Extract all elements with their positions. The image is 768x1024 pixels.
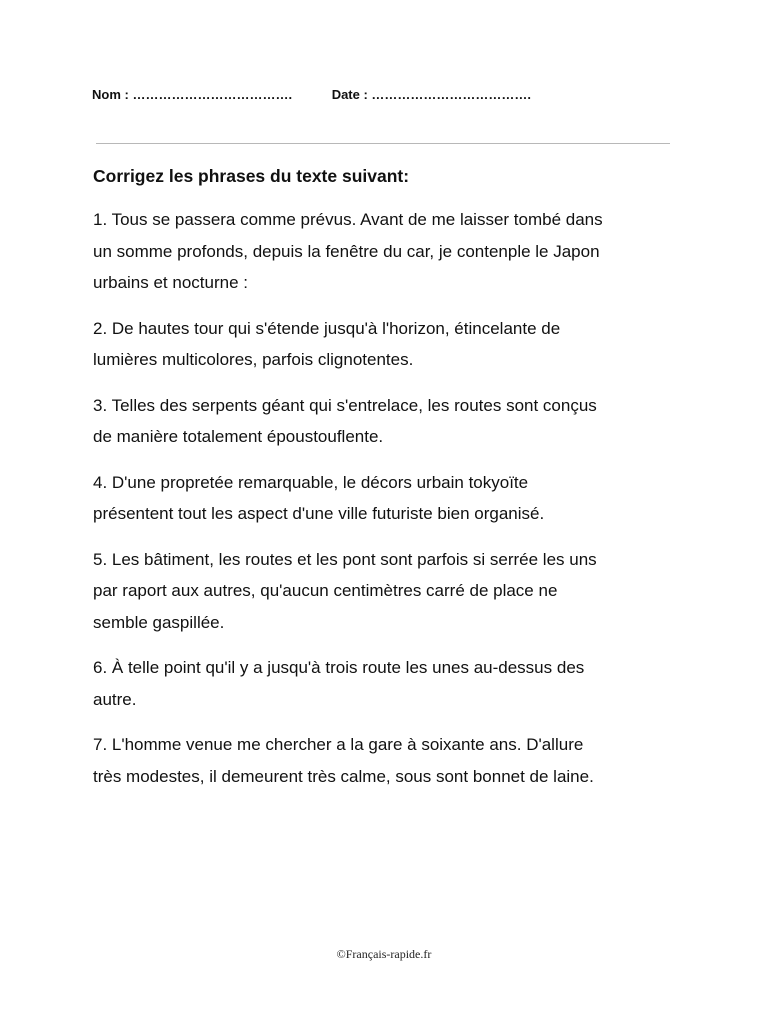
sentence-item-2: 2. De hautes tour qui s'étende jusqu'à l'horizon, étincelante de lumières multicolores, parfois clignotentes. <box>93 318 561 369</box>
sentence-item-5: 5. Les bâtiment, les routes et les pont sont parfois si serrée les uns par raport aux autres, qu'aucun centimètres carré de place ne semble gaspillée. <box>93 549 597 632</box>
copyright-footer: ©Français-rapide.fr <box>336 947 432 961</box>
name-field-label: Nom : ………………………………. <box>92 87 293 102</box>
exercise-instruction: Corrigez les phrases du texte suivant: <box>93 166 410 186</box>
sentence-item-1: 1. Tous se passera comme prévus. Avant de me laisser tombé dans un somme profonds, depuis la fenêtre du car, je contenple le Japon urbains et nocturne : <box>93 210 603 292</box>
exercise-body <box>93 164 693 806</box>
student-info-header <box>92 87 531 102</box>
sentence-item-6: 6. À telle point qu'il y a jusqu'à trois route les unes au-dessus des autre. <box>93 658 585 709</box>
header-divider <box>96 143 670 144</box>
sentence-list <box>93 204 693 792</box>
date-field-label: Date : ………………………………. <box>331 87 532 102</box>
sentence-item-4: 4. D'une propretée remarquable, le décors urbain tokyoïte présentent tout les aspect d'une ville futuriste bien organisé. <box>93 472 545 523</box>
sentence-item-7: 7. L'homme venue me chercher a la gare à soixante ans. D'allure très modestes, il demeurent très calme, sous sont bonnet de laine. <box>93 735 594 786</box>
sentence-item-3: 3. Telles des serpents géant qui s'entrelace, les routes sont conçus de manière totalement époustouflente. <box>93 395 597 446</box>
